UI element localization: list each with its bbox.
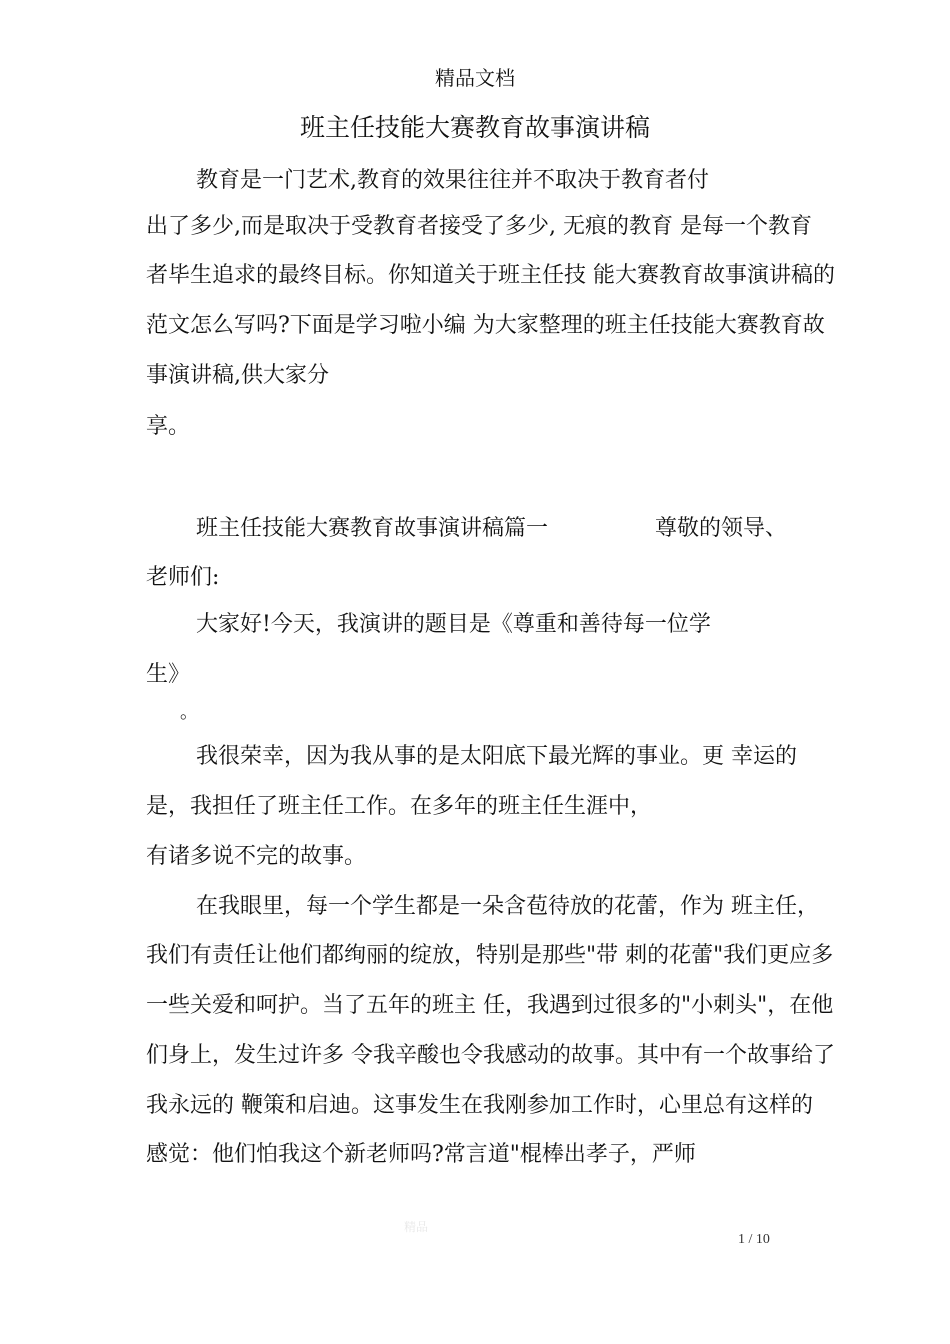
text-line: 享。 bbox=[146, 414, 191, 439]
text-line: 我们有责任让他们都绚丽的绽放，特别是那些"带 刺的花蕾"我们更应多 bbox=[146, 943, 834, 968]
text-line: 是，我担任了班主任工作。在多年的班主任生涯中， bbox=[146, 794, 653, 819]
footer-watermark: 精品 bbox=[404, 1220, 429, 1234]
text-line: 者毕生追求的最终目标。你知道关于班主任技 能大赛教育故事演讲稿的 bbox=[146, 263, 835, 288]
text-line: 感觉：他们怕我这个新老师吗?常言道"棍棒出孝子，严师 bbox=[146, 1142, 696, 1167]
text-line: 生》 bbox=[146, 662, 191, 687]
document-title: 班主任技能大赛教育故事演讲稿 bbox=[299, 113, 650, 142]
text-line: 有诸多说不完的故事。 bbox=[146, 844, 367, 869]
text-line: 教育是一门艺术,教育的效果往往并不取决于教育者付 bbox=[196, 168, 709, 193]
text-line: 。 bbox=[180, 702, 198, 723]
text-line: 范文怎么写吗?下面是学习啦小编 为大家整理的班主任技能大赛教育故 bbox=[146, 313, 825, 338]
salutation: 尊敬的领导、 bbox=[655, 516, 788, 541]
text-line: 在我眼里，每一个学生都是一朵含苞待放的花蕾，作为 班主任， bbox=[196, 894, 819, 919]
text-line: 我很荣幸，因为我从事的是太阳底下最光辉的事业。更 幸运的 bbox=[196, 744, 797, 769]
text-line: 大家好!今天，我演讲的题目是《尊重和善待每一位学 bbox=[196, 612, 711, 637]
text-line: 我永远的 鞭策和启迪。这事发生在我刚参加工作时，心里总有这样的 bbox=[146, 1093, 813, 1118]
page-header: 精品文档 bbox=[435, 66, 515, 90]
text-line: 们身上，发生过许多 令我辛酸也令我感动的故事。其中有一个故事给了 bbox=[146, 1043, 835, 1068]
text-line: 事演讲稿,供大家分 bbox=[146, 363, 329, 388]
salutation: 老师们: bbox=[146, 565, 220, 590]
section-heading: 班主任技能大赛教育故事演讲稿篇一 bbox=[196, 516, 549, 541]
text-line: 出了多少,而是取决于受教育者接受了多少, 无痕的教育 是每一个教育 bbox=[146, 214, 812, 239]
page-number: 1 / 10 bbox=[738, 1232, 770, 1247]
text-line: 一些关爱和呵护。当了五年的班主 任，我遇到过很多的"小刺头"，在他 bbox=[146, 993, 834, 1018]
